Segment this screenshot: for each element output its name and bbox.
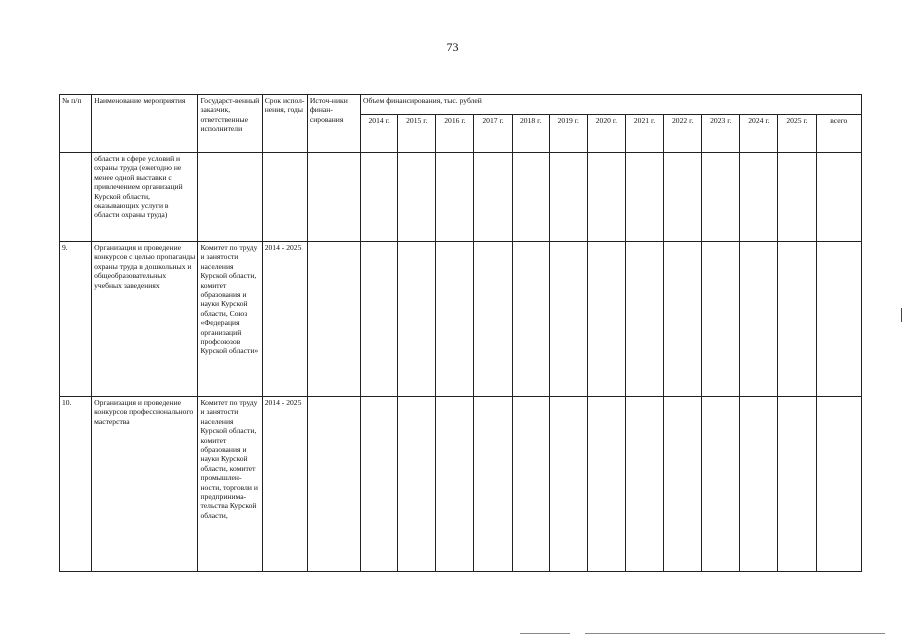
- value-cell: [512, 153, 549, 242]
- value-cell: [625, 153, 663, 242]
- value-cell: [740, 153, 778, 242]
- value-cell: [587, 397, 625, 572]
- year-header: 2020 г.: [587, 115, 625, 153]
- header-row: [60, 95, 862, 115]
- value-cell: [587, 242, 625, 397]
- row-num: 10.: [60, 397, 92, 572]
- row-name: Организация и проведение конкурсов с целью пропаганды охраны труда в дошкольных и общеобразовательных учебных заведениях: [92, 242, 198, 397]
- value-cell: [740, 242, 778, 397]
- header-volume: Объем финансирования, тыс. рублей: [361, 95, 862, 115]
- year-header: 2017 г.: [474, 115, 512, 153]
- row-name: Организация и проведение конкурсов профессионального мастерства: [92, 397, 198, 572]
- year-header: 2025 г.: [778, 115, 816, 153]
- scan-edge-mark: [901, 308, 902, 322]
- value-cell: [778, 153, 816, 242]
- page-number: 73: [446, 40, 459, 54]
- value-cell: [587, 153, 625, 242]
- row-term: 2014 - 2025: [262, 397, 307, 572]
- value-cell: [702, 242, 740, 397]
- row-name: области в сфере условий и охраны труда (ежегодно не менее одной выставки с привлечением организаций Курской области, оказывающих услуги в области охраны труда): [92, 153, 198, 242]
- value-cell: [512, 397, 549, 572]
- row-term: 2014 - 2025: [262, 242, 307, 397]
- row-source: [307, 153, 360, 242]
- year-header: 2023 г.: [702, 115, 740, 153]
- year-header: 2024 г.: [740, 115, 778, 153]
- value-cell: [361, 153, 398, 242]
- value-cell-total: [816, 242, 861, 397]
- header-customer: Государст-венный заказчик, ответственные исполнители: [198, 95, 262, 153]
- table-row: [60, 397, 862, 572]
- value-cell: [625, 242, 663, 397]
- year-header: 2022 г.: [664, 115, 702, 153]
- value-cell: [549, 242, 587, 397]
- row-customer: [198, 153, 262, 242]
- row-num: [60, 153, 92, 242]
- value-cell: [474, 153, 512, 242]
- scan-artifact-line: [585, 633, 885, 634]
- year-header: 2018 г.: [512, 115, 549, 153]
- value-cell: [740, 397, 778, 572]
- row-customer: Комитет по труду и занятости населения Курской области, комитет образования и науки Курской области, Союз «Федерация организаций профсоюзов Курской области»: [198, 242, 262, 397]
- header-source: Источ-ники финан-сирования: [307, 95, 360, 153]
- table-row: [60, 153, 862, 242]
- table-row: [60, 242, 862, 397]
- year-header-total: всего: [816, 115, 861, 153]
- value-cell: [436, 242, 474, 397]
- value-cell-total: [816, 397, 861, 572]
- year-header: 2021 г.: [625, 115, 663, 153]
- row-term: [262, 153, 307, 242]
- scan-artifact-line: [520, 633, 570, 634]
- value-cell: [664, 153, 702, 242]
- value-cell: [398, 397, 436, 572]
- header-name: Наименование мероприятия: [92, 95, 198, 153]
- year-header: 2019 г.: [549, 115, 587, 153]
- value-cell: [512, 242, 549, 397]
- value-cell: [664, 397, 702, 572]
- value-cell: [474, 397, 512, 572]
- value-cell: [436, 153, 474, 242]
- row-source: [307, 242, 360, 397]
- header-term: Срок испол-нения, годы: [262, 95, 307, 153]
- header-num: № п/п: [60, 95, 92, 153]
- row-num: 9.: [60, 242, 92, 397]
- value-cell: [549, 153, 587, 242]
- value-cell-total: [816, 153, 861, 242]
- year-header: 2014 г.: [361, 115, 398, 153]
- value-cell: [398, 153, 436, 242]
- value-cell: [702, 153, 740, 242]
- value-cell: [778, 242, 816, 397]
- financing-table: [59, 94, 862, 572]
- row-source: [307, 397, 360, 572]
- year-header: 2015 г.: [398, 115, 436, 153]
- row-customer: Комитет по труду и занятости населения Курской области, комитет образования и науки Курской области, комитет промышлен-ности, торговли и предпринима-тельства Курской области,: [198, 397, 262, 572]
- value-cell: [702, 397, 740, 572]
- value-cell: [778, 397, 816, 572]
- value-cell: [474, 242, 512, 397]
- value-cell: [361, 242, 398, 397]
- year-header: 2016 г.: [436, 115, 474, 153]
- value-cell: [549, 397, 587, 572]
- value-cell: [664, 242, 702, 397]
- value-cell: [361, 397, 398, 572]
- value-cell: [625, 397, 663, 572]
- value-cell: [398, 242, 436, 397]
- value-cell: [436, 397, 474, 572]
